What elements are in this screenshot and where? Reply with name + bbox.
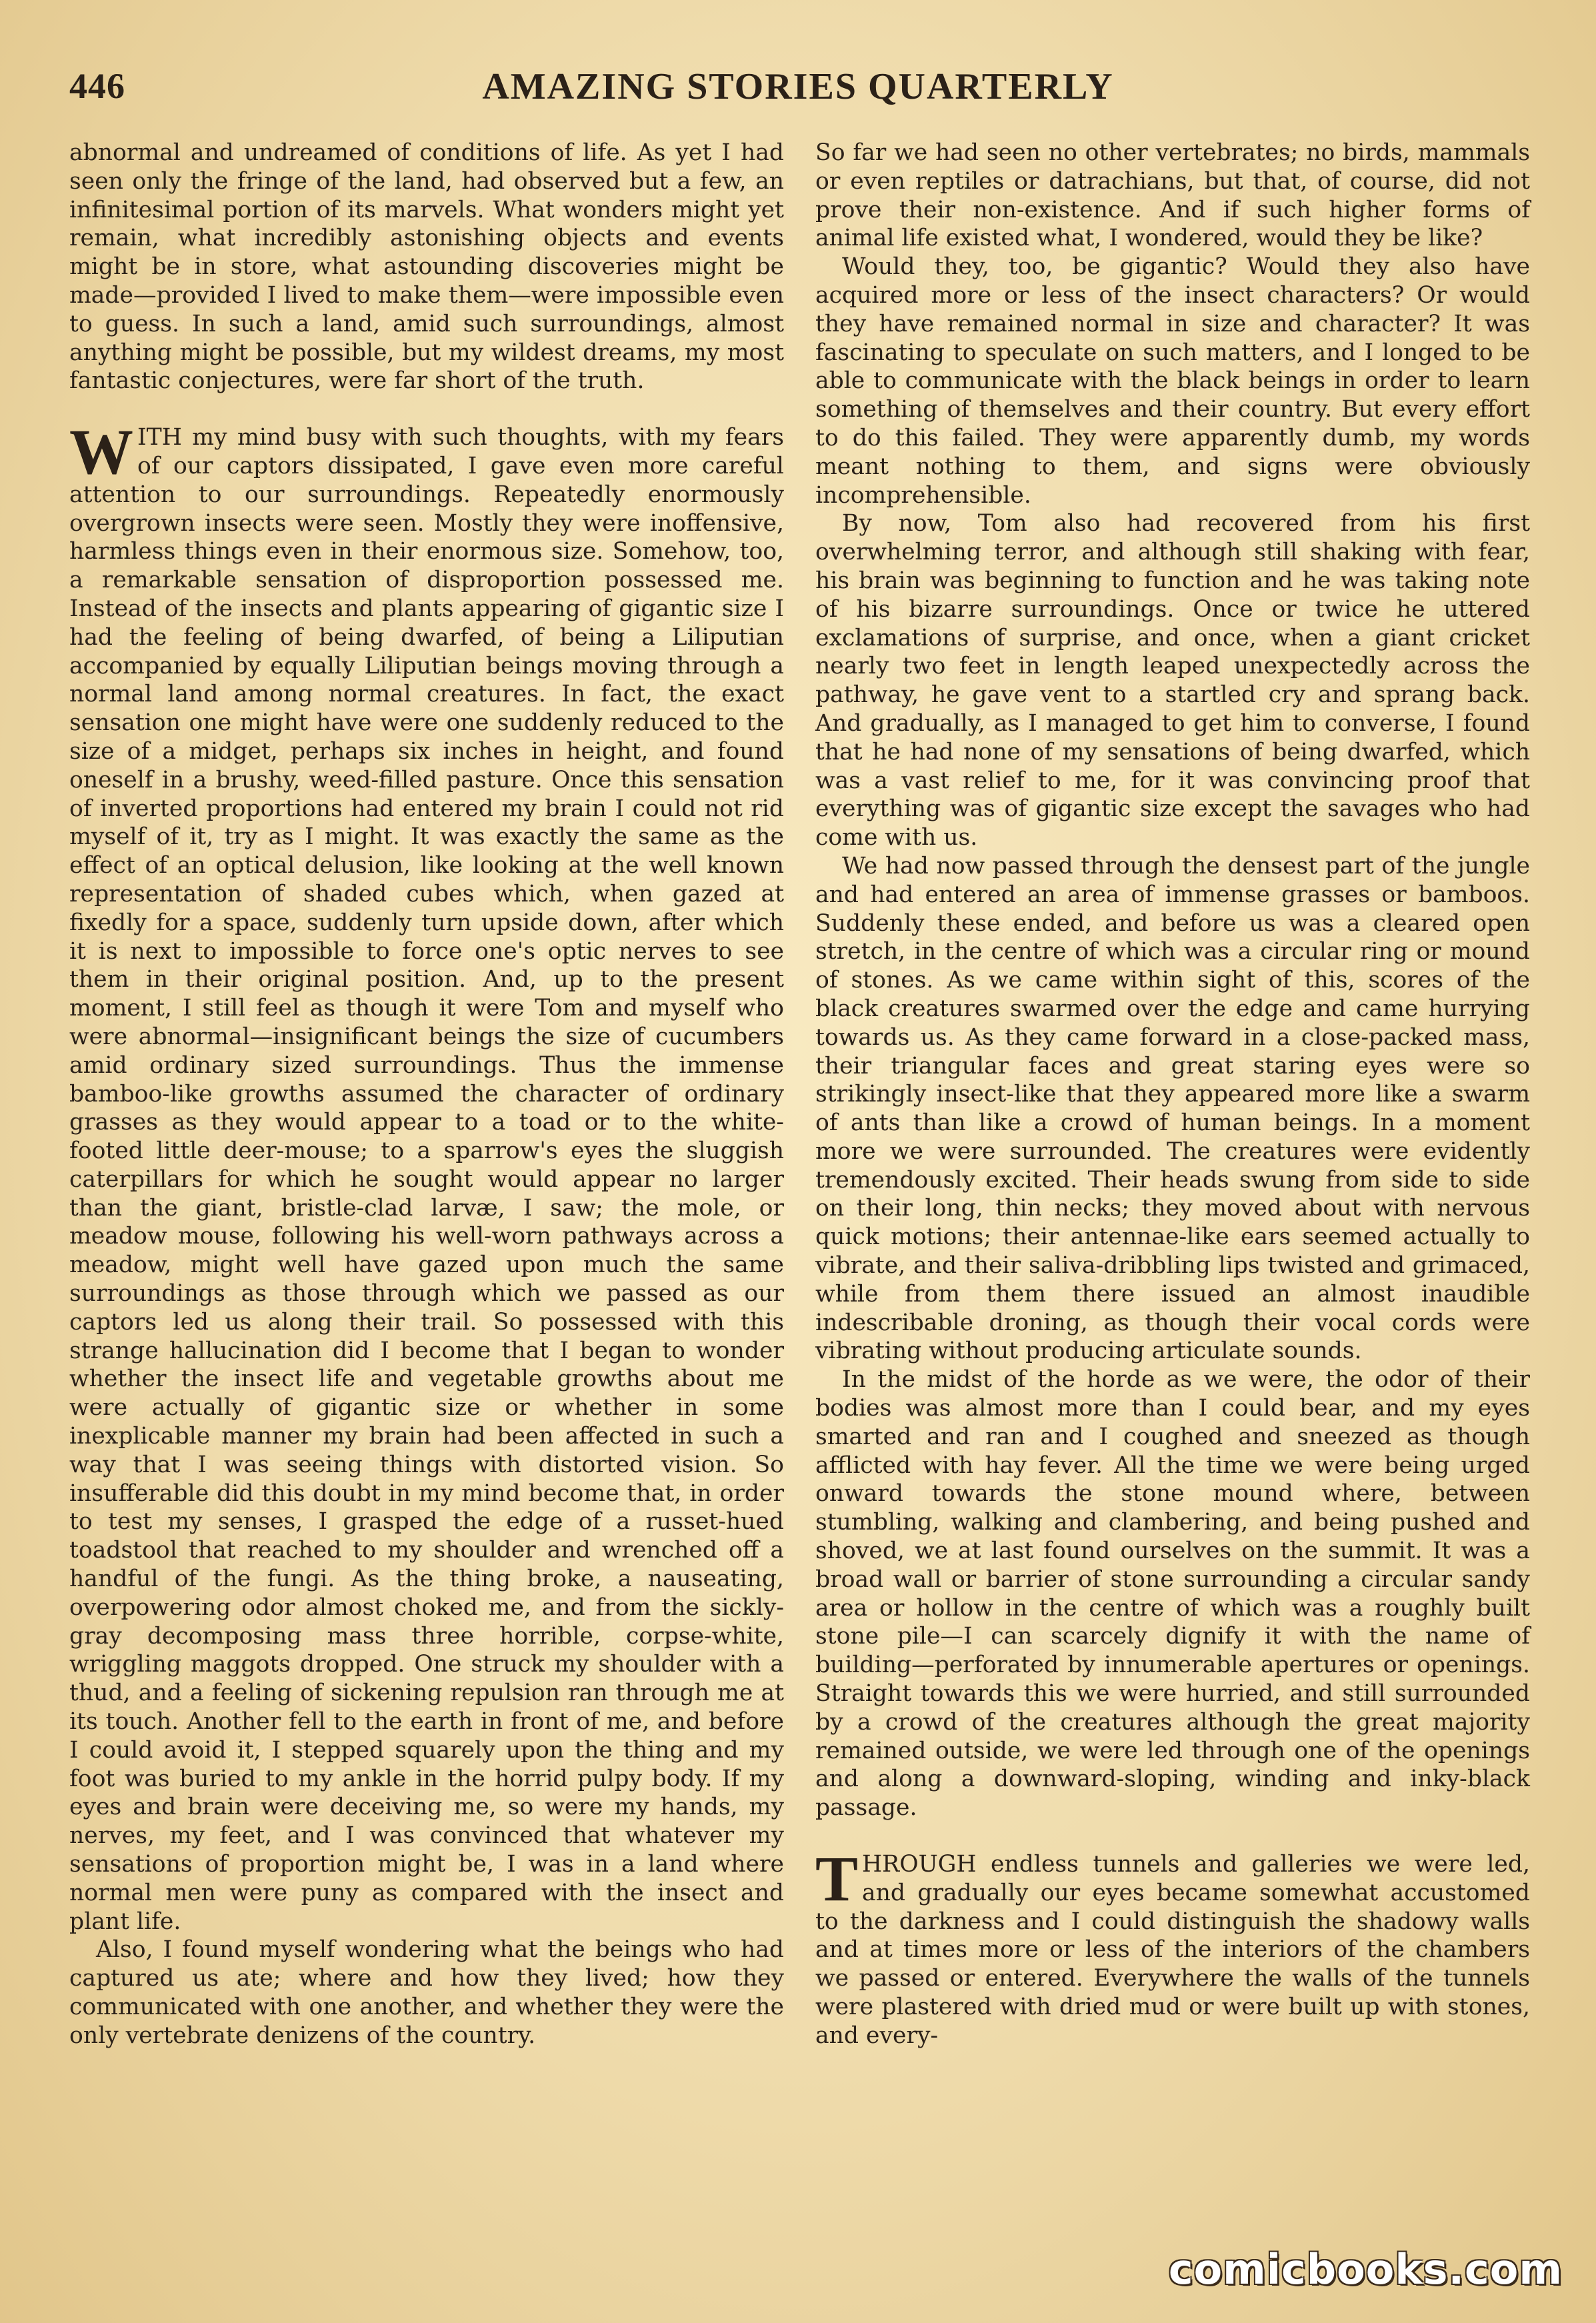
right-column (815, 139, 1530, 2050)
paragraph-text: HROUGH endless tunnels and galleries we were led, and gradually our eyes became somewhat accustomed to the darkness and I could distinguish the shadowy walls and at times more or less of the interiors of the chambers we passed or entered. Everywhere the walls of the tunnels were plastered with dried mud or were built up with stones, and every- (815, 1851, 1530, 2049)
page-header (69, 65, 1527, 119)
paragraph: Also, I found myself wondering what the beings who had captured us ate; where and how they lived; how they communicated with one another, and whether they were the only vertebrate denizens of the country. (69, 1936, 784, 2049)
drop-cap: W (69, 416, 133, 488)
drop-cap: T (815, 1843, 859, 1915)
paragraph: So far we had seen no other vertebrates; no birds, mammals or even reptiles or datrachians, but that, of course, did not prove their non-existence. And if such higher forms of animal life existed what, I wondered, would they be like? (815, 139, 1530, 252)
watermark-logo: comicbooks.com (1168, 2245, 1563, 2294)
paragraph: In the midst of the horde as we were, the odor of their bodies was almost more than I could bear, and my eyes smarted and ran and I coughed and sneezed as though afflicted with hay fever. All the time we were being urged onward towards the stone mound where, between stumbling, walking and clambering, and being pushed and shoved, we at last found ourselves on the summit. It was a broad wall or barrier of stone surrounding a circular sandy area or hollow in the centre of which was a roughly built stone pile—I can scarcely dignify it with the name of building—perforated by innumerable apertures or openings. Straight towards this we were hurried, and still surrounded by a crowd of the creatures although the great majority remained outside, we were led through one of the openings and along a downward-sloping, winding and inky-black passage. (815, 1366, 1530, 1822)
page-number: 446 (69, 66, 125, 106)
section-opening-paragraph (69, 416, 784, 1936)
paragraph: abnormal and undreamed of conditions of life. As yet I had seen only the fringe of the land, had observed but a few, an infinitesimal portion of its marvels. What wonders might yet remain, what incredibly astonishing objects and events might be in store, what astounding discoveries might be made—provided I lived to make them—were impossible even to guess. In such a land, amid such surroundings, almost anything might be possible, but my wildest dreams, my most fantastic conjectures, were far short of the truth. (69, 139, 784, 395)
paragraph-text: ITH my mind busy with such thoughts, with my fears of our captors dissipated, I gave even more careful attention to our surroundings. Repeatedly enormously overgrown insects were seen. Mostly they were inoffensive, harmless things even in their enormous size. Somehow, too, a remarkable sensation of disproportion possessed me. Instead of the insects and plants appearing of gigantic size I had the feeling of being dwarfed, of being a Liliputian accompanied by equally Liliputian beings moving through a normal land among normal creatures. In fact, the exact sensation one might have were one suddenly reduced to the size of a midget, perhaps six inches in height, and found oneself in a brushy, weed-filled pasture. Once this sensation of inverted proportions had entered my brain I could not rid myself of it, try as I might. It was exactly the same as the effect of an optical delusion, like looking at the well known representation of shaded cubes which, when gazed at fixedly for a space, suddenly turn upside down, after which it is next to impossible to force one's optic nerves to see them in their original position. And, up to the present moment, I still feel as though it were Tom and myself who were abnormal—insignificant beings the size of cucumbers amid ordinary sized surroundings. Thus the immense bamboo-like growths assumed the character of ordinary grasses as they would appear to a toad or to the white-footed little deer-mouse; to a sparrow's eyes the sluggish caterpillars for which he sought would appear no larger than the giant, bristle-clad larvæ, I saw; the mole, or meadow mouse, following his well-worn pathways across a meadow, might well have gazed upon much the same surroundings as those through which we passed as our captors led us along their trail. So possessed with this strange hallucination did I become that I began to wonder whether the insect life and vegetable growths about me were actually of gigantic size or whether in some inexplicable manner my brain had been affected in such a way that I was seeing things with distorted vision. So insufferable did this doubt in my mind become that, in order to test my senses, I grasped the edge of a russet-hued toadstool that reached to my shoulder and wrenched off a handful of the fungi. As the thing broke, a nauseating, overpowering odor almost choked me, and from the sickly-gray decomposing mass three horrible, corpse-white, wriggling maggots dropped. One struck my shoulder with a thud, and a feeling of sickening repulsion ran through me at its touch. Another fell to the earth in front of me, and before I could avoid it, I stepped squarely upon the thing and my foot was buried to my ankle in the horrid pulpy body. If my eyes and brain were deceiving me, so were my hands, my nerves, my feet, and I was convinced that whatever my sensations of proportion might be, I was in a land where normal men were puny as compared with the insect and plant life. (69, 424, 784, 1935)
paragraph: We had now passed through the densest part of the jungle and had entered an area of immense grasses or bamboos. Suddenly these ended, and before us was a cleared open stretch, in the centre of which was a circular ring or mound of stones. As we came within sight of this, scores of the black creatures swarmed over the edge and came hurrying towards us. As they came forward in a close-packed mass, their triangular faces and great staring eyes were so strikingly insect-like that they appeared more like a swarm of ants than like a crowd of human beings. In a moment more we were surrounded. The creatures were evidently tremendously excited. Their heads swung from side to side on their long, thin necks; they moved about with nervous quick motions; their antennae-like ears seemed actually to vibrate, and their saliva-dribbling lips twisted and grimaced, while from them there issued an almost inaudible indescribable droning, as though their vocal cords were vibrating without producing articulate sounds. (815, 852, 1530, 1365)
journal-title: AMAZING STORIES QUARTERLY (482, 66, 1114, 107)
paragraph: By now, Tom also had recovered from his first overwhelming terror, and although still shaking with fear, his brain was beginning to function and he was taking note of his bizarre surroundings. Once or twice he uttered exclamations of surprise, and once, when a giant cricket nearly two feet in length leaped unexpectedly across the pathway, he gave vent to a startled cry and sprang back. And gradually, as I managed to get him to converse, I found that he had none of my sensations of being dwarfed, which was a vast relief to me, for it was convincing proof that everything was of gigantic size except the savages who had come with us. (815, 510, 1530, 851)
paragraph: Would they, too, be gigantic? Would they also have acquired more or less of the insect characters? Or would they have remained normal in size and character? It was fascinating to speculate on such matters, and I longed to be able to communicate with the black beings in order to learn something of themselves and their country. But every effort to do this failed. They were apparently dumb, my words meant nothing to them, and signs were obviously incomprehensible. (815, 253, 1530, 509)
left-column (69, 139, 784, 2050)
section-opening-paragraph (815, 1843, 1530, 2050)
